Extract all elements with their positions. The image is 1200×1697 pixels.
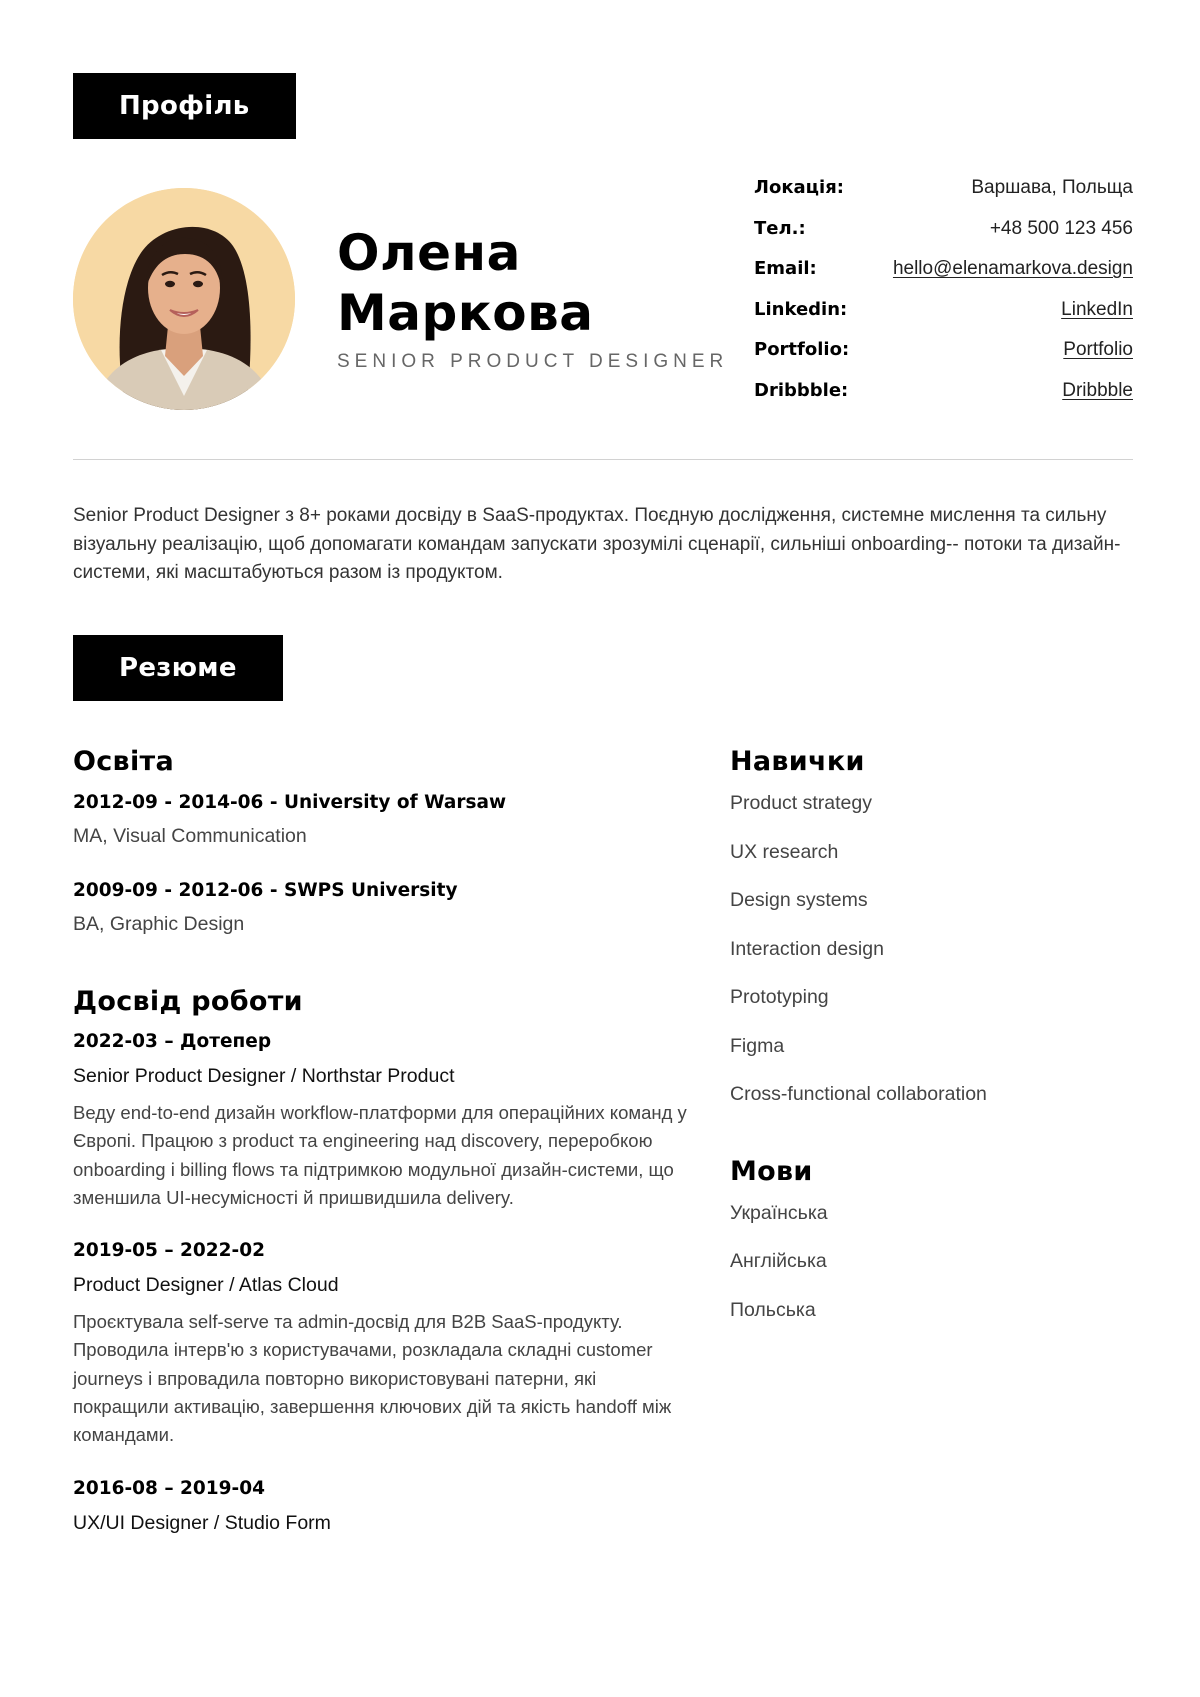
languages-heading: Мови [730, 1155, 813, 1187]
job-description: Веду end-to-end дизайн workflow-платформи для операційних команд у Європі. Працюю з product та engineering над discovery, переробкою onboarding і billing flows та підтримкою модульної дизайн-системи, що зменшила UI-несумісності й пришвидшила delivery. [73, 1102, 687, 1208]
left-column [73, 745, 693, 1538]
education-degree: BA, Graphic Design [73, 913, 245, 935]
language-item: Польська [730, 1298, 816, 1321]
divider [73, 459, 1133, 460]
job-role: SENIOR PRODUCT DESIGNER [337, 351, 729, 372]
job-description: Проєктувала self-serve та admin-досвід для B2B SaaS-продукту. Проводила інтерв'ю з користувачами, розкладала складні customer journeys і впровадила повторно використовувані патерни, які покращили активацію, завершення ключових дій та якість handoff між командами. [73, 1311, 672, 1446]
portfolio-link[interactable]: Portfolio [1063, 339, 1133, 360]
section-tab-profile: Профіль [73, 73, 296, 139]
contact-phone [754, 218, 1133, 259]
contact-linkedin [754, 299, 1133, 340]
first-name: Олена [337, 224, 521, 282]
skill-item: Product strategy [730, 792, 872, 814]
skill-item: Design systems [730, 889, 868, 911]
avatar [73, 188, 295, 410]
experience-heading: Досвід роботи [73, 986, 303, 1017]
avatar-portrait [73, 188, 295, 410]
contact-label: Dribbble: [754, 379, 849, 401]
skill-item: Interaction design [730, 937, 884, 960]
contact-value: +48 500 123 456 [989, 217, 1133, 239]
language-item: Українська [730, 1201, 828, 1224]
job-dates: 2019-05 – 2022-02 [73, 1240, 265, 1262]
education-item [73, 789, 693, 851]
contact-label: Linkedin: [754, 298, 848, 320]
contact-label: Portfolio: [754, 339, 850, 360]
education-heading: Освіта [73, 746, 174, 777]
contact-label: Локація: [754, 177, 844, 198]
skill-item: Cross-functional collaboration [730, 1083, 987, 1105]
job-title: Senior Product Designer / Northstar Product [73, 1065, 455, 1087]
last-name: Маркова [337, 284, 594, 342]
skill-item: Figma [730, 1034, 785, 1057]
skills-heading: Навички [730, 746, 865, 777]
job-item [73, 1027, 693, 1212]
name-block [337, 223, 728, 373]
job-dates: 2022-03 – Дотепер [73, 1031, 272, 1052]
section-tab-resume: Резюме [73, 635, 283, 701]
dribbble-link[interactable]: Dribbble [1062, 379, 1133, 401]
profile-summary: Senior Product Designer з 8+ роками досвіду в SaaS-продуктах. Поєдную дослідження, системне мислення та сильну візуальну реалізацію, щоб допомагати командам запускати зрозумілі сценарії, сильніші onboarding-- потоки та дизайн-системи, які масштабуються разом із продуктом. [73, 505, 1121, 583]
contact-label: Email: [754, 258, 817, 279]
contact-list [754, 177, 1133, 420]
linkedin-link[interactable]: LinkedIn [1061, 298, 1133, 320]
job-title: UX/UI Designer / Studio Form [73, 1511, 331, 1534]
education-degree: MA, Visual Communication [73, 825, 307, 847]
profile-header [73, 73, 1133, 401]
education-item [73, 877, 693, 939]
email-link[interactable]: hello@elenamarkova.design [892, 258, 1133, 279]
contact-value: Варшава, Польща [971, 177, 1133, 198]
skill-item: Prototyping [730, 986, 829, 1008]
right-column [730, 745, 1130, 1340]
job-title: Product Designer / Atlas Cloud [73, 1274, 339, 1297]
job-item [73, 1236, 693, 1449]
contact-portfolio [754, 339, 1133, 380]
contact-label: Тел.: [754, 217, 806, 239]
language-item: Англійська [730, 1250, 827, 1272]
education-title: 2009-09 - 2012-06 - SWPS University [73, 880, 458, 901]
job-item [73, 1474, 693, 1538]
job-dates: 2016-08 – 2019-04 [73, 1477, 265, 1499]
contact-dribbble [754, 380, 1133, 421]
contact-email [754, 258, 1133, 299]
skill-item: UX research [730, 840, 839, 863]
education-title: 2012-09 - 2014-06 - University of Warsaw [73, 792, 507, 813]
contact-location [754, 177, 1133, 218]
